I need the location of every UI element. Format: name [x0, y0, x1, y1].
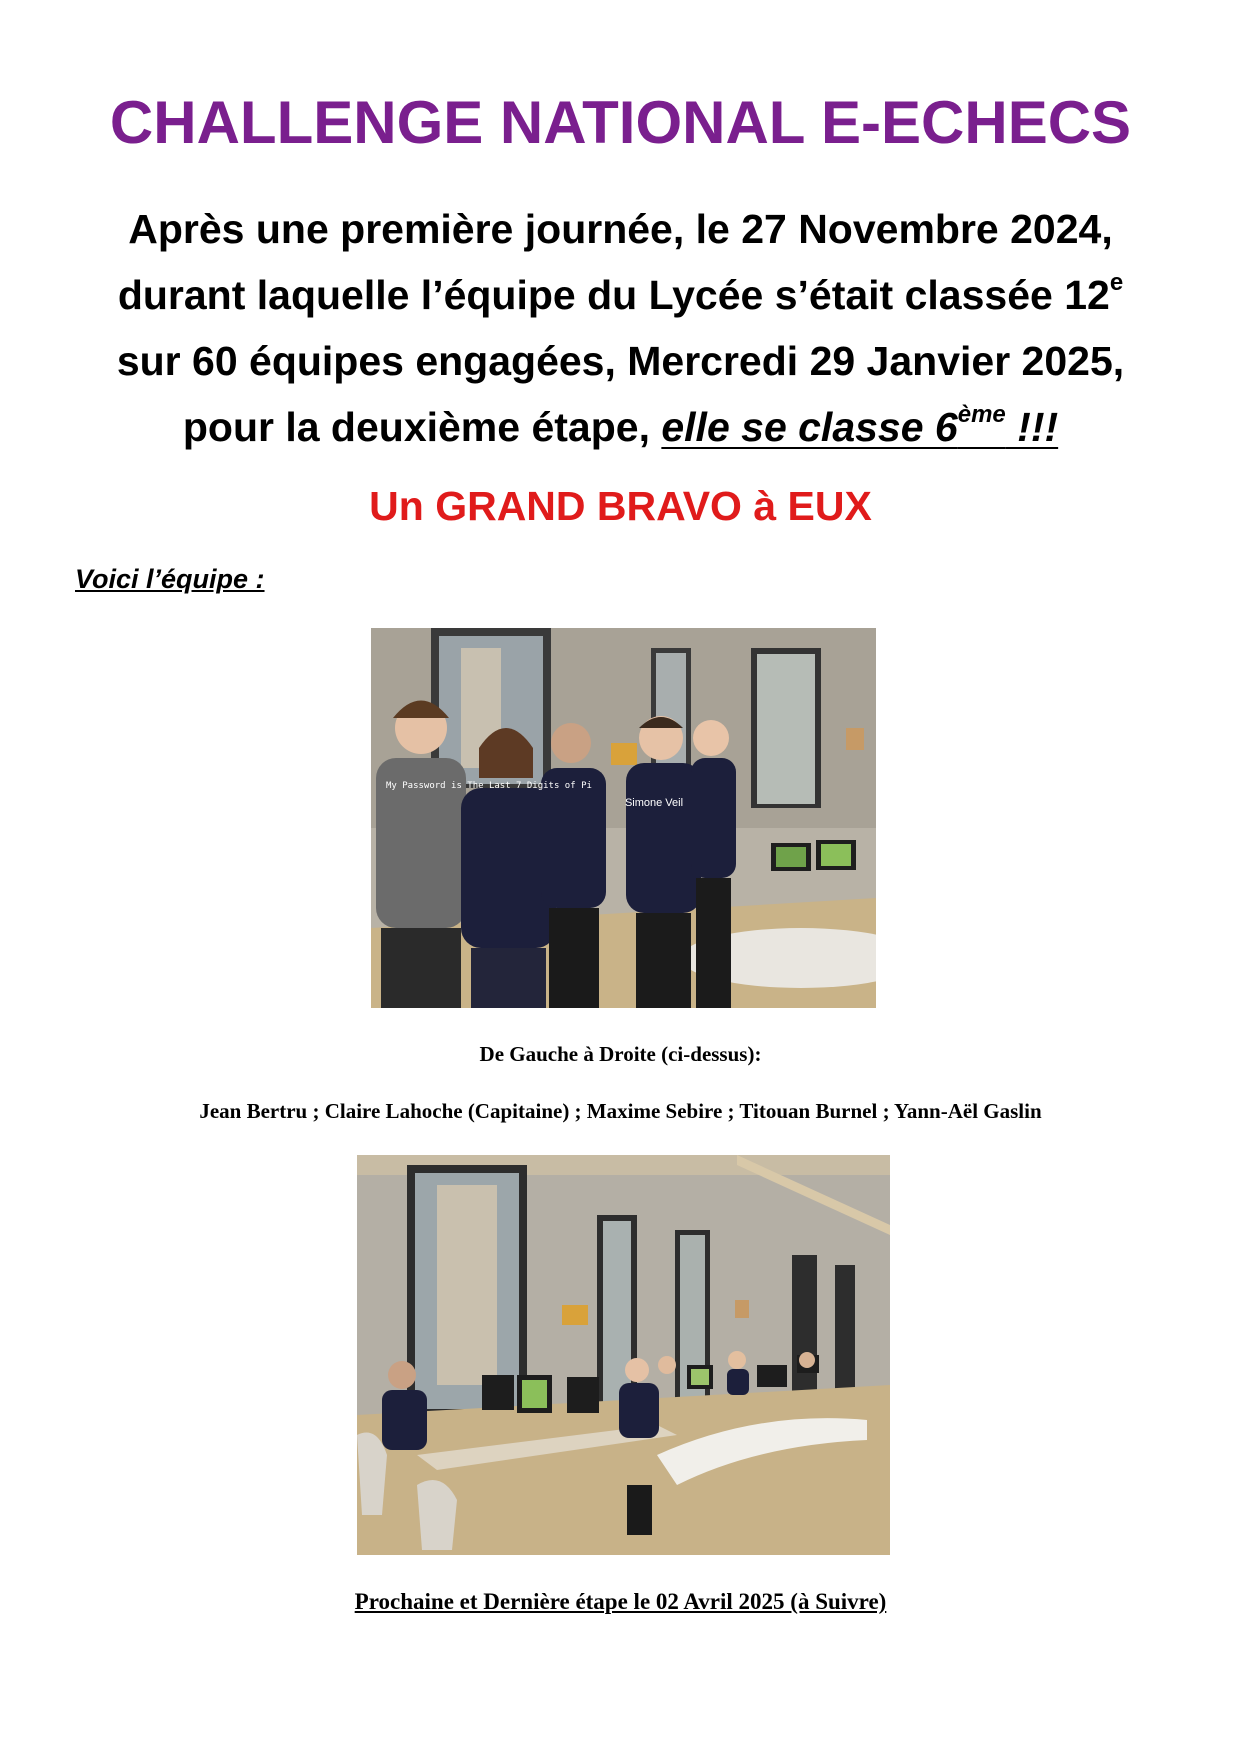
team-photo: [371, 628, 876, 1008]
page-title: CHALLENGE NATIONAL E-ECHECS: [109, 89, 1132, 156]
intro-line-2-sup: e: [1109, 269, 1124, 297]
intro-line-1: Après une première journée, le 27 Novembre 2024,: [128, 206, 1113, 252]
ranking-exclaim: !!!: [1005, 404, 1059, 450]
intro-line-4: [40, 394, 1201, 460]
team-label: Voici l’équipe :: [75, 564, 265, 594]
ranking-sup: ème: [957, 401, 1006, 429]
tshirt-slogan: My Password is The Last 7 Digits of Pi: [386, 781, 592, 791]
team-photo-illustration: [371, 628, 876, 1008]
lab-photo: [357, 1155, 890, 1555]
next-stage-announcement: Prochaine et Dernière étape le 02 Avril 2025 (à Suivre): [354, 1589, 887, 1614]
lab-photo-illustration: [357, 1155, 890, 1555]
intro-line-3: sur 60 équipes engagées, Mercredi 29 Janvier 2025,: [116, 338, 1125, 384]
intro-line-2-text: durant laquelle l’équipe du Lycée s’était classée 12: [117, 272, 1110, 318]
shirt-text: Simone Veil: [624, 797, 684, 809]
intro-paragraph: [40, 196, 1201, 460]
bravo-heading: Un GRAND BRAVO à EUX: [369, 483, 872, 529]
team-members-list: Jean Bertru ; Claire Lahoche (Capitaine) ; Maxime Sebire ; Titouan Burnel ; Yann-Aël Gaslin: [199, 1099, 1042, 1123]
ranking-highlight: [661, 401, 1059, 450]
ranking-text: elle se classe 6: [661, 404, 958, 450]
intro-line-4-text: pour la deuxième étape,: [182, 404, 662, 450]
photo-caption-direction: De Gauche à Droite (ci-dessus):: [479, 1042, 762, 1066]
intro-line-2: [40, 262, 1201, 328]
